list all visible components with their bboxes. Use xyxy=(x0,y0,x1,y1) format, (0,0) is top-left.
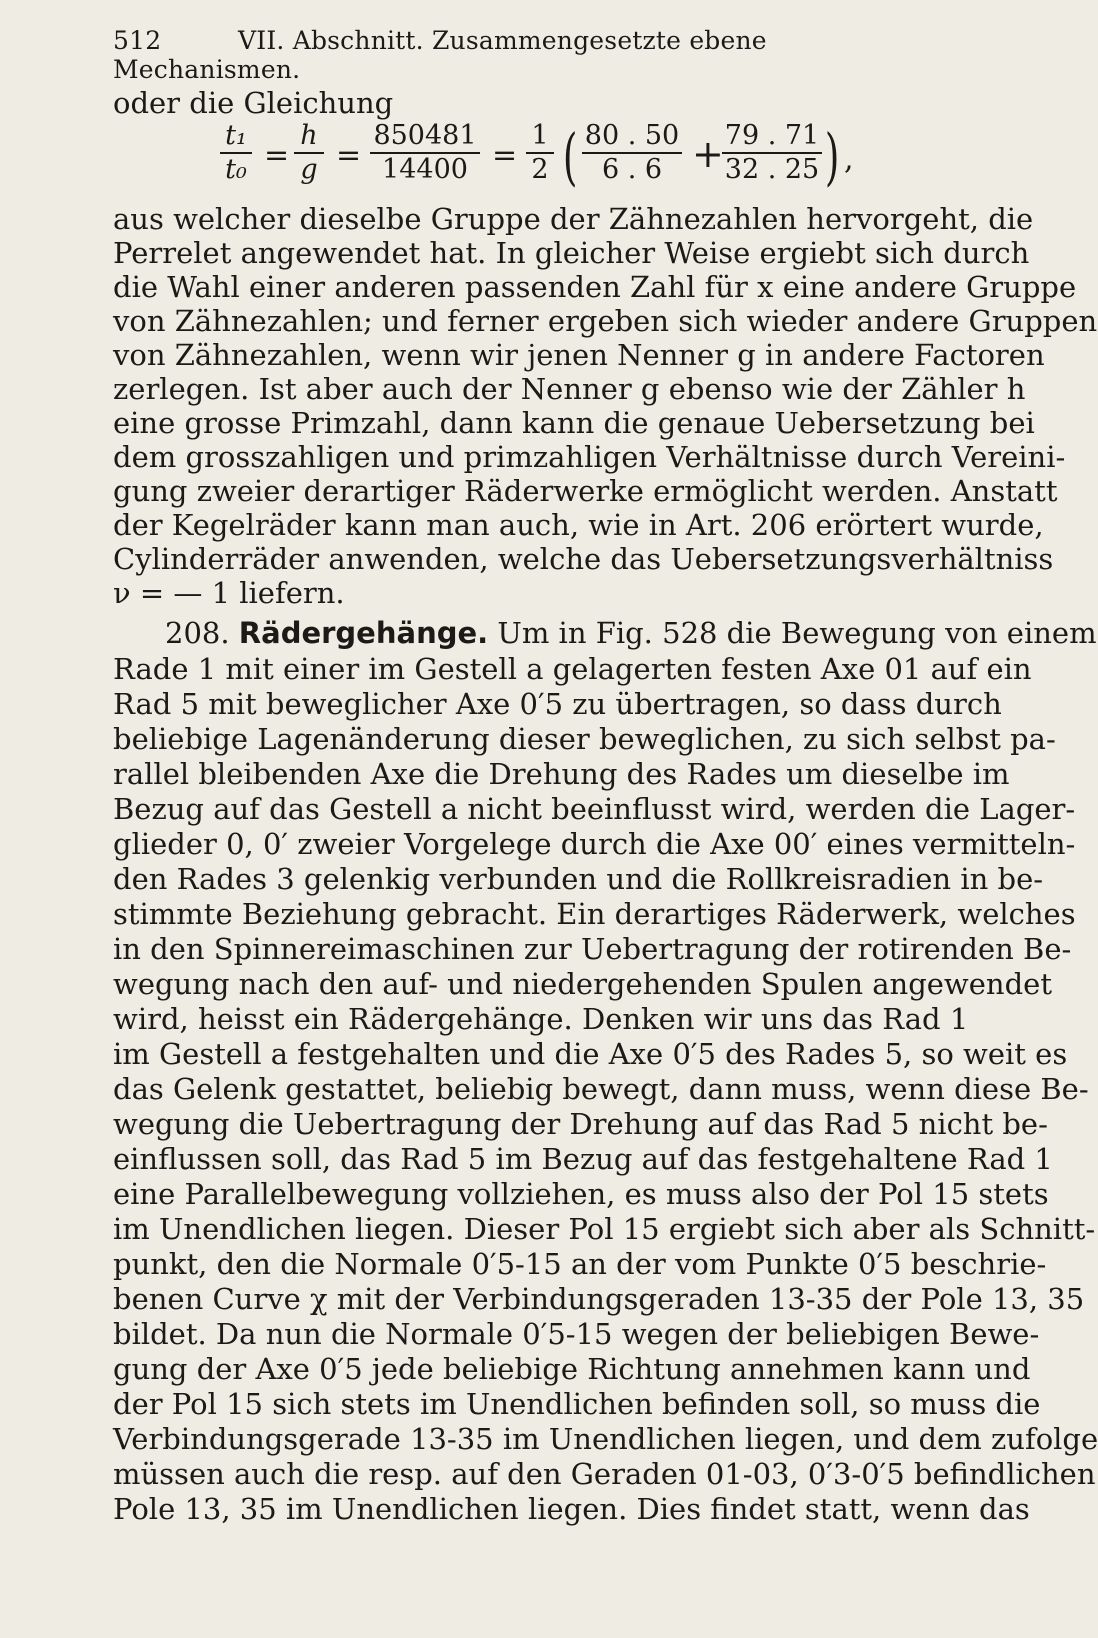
fraction-79-71-over-32-25: $\frac{79 . 71}{32 . 25}$ xyxy=(722,120,822,186)
text-line: gung zweier derartiger Räderwerke ermöglicht werden. Anstatt xyxy=(113,474,1058,508)
running-header xyxy=(113,26,903,84)
right-parenthesis: ) xyxy=(824,120,840,193)
text-line: Rade 1 mit einer im Gestell a gelagerten festen Axe 01 auf ein xyxy=(113,652,1032,686)
text-line: wegung nach den auf- und niedergehenden Spulen angewendet xyxy=(113,967,1052,1001)
formula-comma: , xyxy=(844,142,854,177)
text-line: Pole 13, 35 im Unendlichen liegen. Dies findet statt, wenn das xyxy=(113,1492,1030,1526)
text-line: ν = — 1 liefern. xyxy=(113,576,345,610)
text-line: wird, heisst ein Rädergehänge. Denken wir uns das Rad 1 xyxy=(113,1002,969,1036)
running-title: VII. Abschnitt. Zusammengesetzte ebene Mechanismen. xyxy=(113,26,767,84)
text-line: in den Spinnereimaschinen zur Uebertragung der rotirenden Be- xyxy=(113,932,1072,966)
intro-line: oder die Gleichung xyxy=(113,86,394,120)
fraction-t1-t0: $\frac{\text{t₁}}{\text{t₀}}$ xyxy=(220,120,252,186)
gear-ratio-formula xyxy=(220,120,860,200)
fraction-850481-14400: $\frac{850481}{14400}$ xyxy=(370,120,480,186)
text-line: eine Parallelbewegung vollziehen, es muss also der Pol 15 stets xyxy=(113,1177,1049,1211)
text-line: eine grosse Primzahl, dann kann die genaue Uebersetzung bei xyxy=(113,406,1035,440)
plus-sign: + xyxy=(692,132,724,176)
section-title: Rädergehänge. xyxy=(238,616,489,650)
section-number: 208. xyxy=(165,616,230,650)
page-number: 512 xyxy=(113,26,162,55)
fraction-80-50-over-6-6: $\frac{80 . 50}{6 . 6}$ xyxy=(582,120,682,186)
text-line: rallel bleibenden Axe die Drehung des Rades um dieselbe im xyxy=(113,757,1010,791)
fraction-one-half: $\frac{1}{2}$ xyxy=(526,120,554,186)
text-line: von Zähnezahlen, wenn wir jenen Nenner g in andere Factoren xyxy=(113,338,1045,372)
text-line: gung der Axe 0′5 jede beliebige Richtung annehmen kann und xyxy=(113,1352,1031,1386)
text-line: Verbindungsgerade 13-35 im Unendlichen liegen, und dem zufolge xyxy=(113,1422,1098,1456)
left-parenthesis: ( xyxy=(562,120,578,193)
text-line: aus welcher dieselbe Gruppe der Zähnezahlen hervorgeht, die xyxy=(113,202,1034,236)
text-line: Bezug auf das Gestell a nicht beeinflusst wird, werden die Lager- xyxy=(113,792,1076,826)
text-line: den Rades 3 gelenkig verbunden und die Rollkreisradien in be- xyxy=(113,862,1044,896)
equals-sign: = xyxy=(492,138,518,173)
equals-sign: = xyxy=(336,138,362,173)
section-heading-line xyxy=(165,616,1097,650)
text-line: dem grosszahligen und primzahligen Verhältnisse durch Vereini- xyxy=(113,440,1066,474)
text-line: beliebige Lagenänderung dieser beweglichen, zu sich selbst pa- xyxy=(113,722,1056,756)
text-line: zerlegen. Ist aber auch der Nenner g ebenso wie der Zähler h xyxy=(113,372,1026,406)
text-line: müssen auch die resp. auf den Geraden 01-03, 0′3-0′5 befindlichen xyxy=(113,1457,1096,1491)
section-first-line: Um in Fig. 528 die Bewegung von einem xyxy=(497,616,1097,650)
text-line: Rad 5 mit beweglicher Axe 0′5 zu übertragen, so dass durch xyxy=(113,687,1002,721)
text-line: glieder 0, 0′ zweier Vorgelege durch die Axe 00′ eines vermitteln- xyxy=(113,827,1076,861)
text-line: Cylinderräder anwenden, welche das Uebersetzungsverhältniss xyxy=(113,542,1054,576)
text-line: stimmte Beziehung gebracht. Ein derartiges Räderwerk, welches xyxy=(113,897,1076,931)
text-line: benen Curve χ mit der Verbindungsgeraden 13-35 der Pole 13, 35 xyxy=(113,1282,1085,1316)
text-line: im Gestell a festgehalten und die Axe 0′5 des Rades 5, so weit es xyxy=(113,1037,1068,1071)
equals-sign: = xyxy=(264,138,290,173)
text-line: einflussen soll, das Rad 5 im Bezug auf das festgehaltene Rad 1 xyxy=(113,1142,1053,1176)
text-line: im Unendlichen liegen. Dieser Pol 15 ergiebt sich aber als Schnitt- xyxy=(113,1212,1096,1246)
text-line: wegung die Uebertragung der Drehung auf das Rad 5 nicht be- xyxy=(113,1107,1048,1141)
text-line: bildet. Da nun die Normale 0′5-15 wegen der beliebigen Bewe- xyxy=(113,1317,1040,1351)
text-line: Perrelet angewendet hat. In gleicher Weise ergiebt sich durch xyxy=(113,236,1030,270)
text-line: das Gelenk gestattet, beliebig bewegt, dann muss, wenn diese Be- xyxy=(113,1072,1089,1106)
text-line: der Pol 15 sich stets im Unendlichen befinden soll, so muss die xyxy=(113,1387,1041,1421)
text-line: von Zähnezahlen; und ferner ergeben sich wieder andere Gruppen xyxy=(113,304,1098,338)
text-line: die Wahl einer anderen passenden Zahl für x eine andere Gruppe xyxy=(113,270,1077,304)
fraction-h-g: $\frac{h}{g}$ xyxy=(294,120,324,186)
text-line: der Kegelräder kann man auch, wie in Art. 206 erörtert wurde, xyxy=(113,508,1044,542)
text-line: punkt, den die Normale 0′5-15 an der vom Punkte 0′5 beschrie- xyxy=(113,1247,1047,1281)
